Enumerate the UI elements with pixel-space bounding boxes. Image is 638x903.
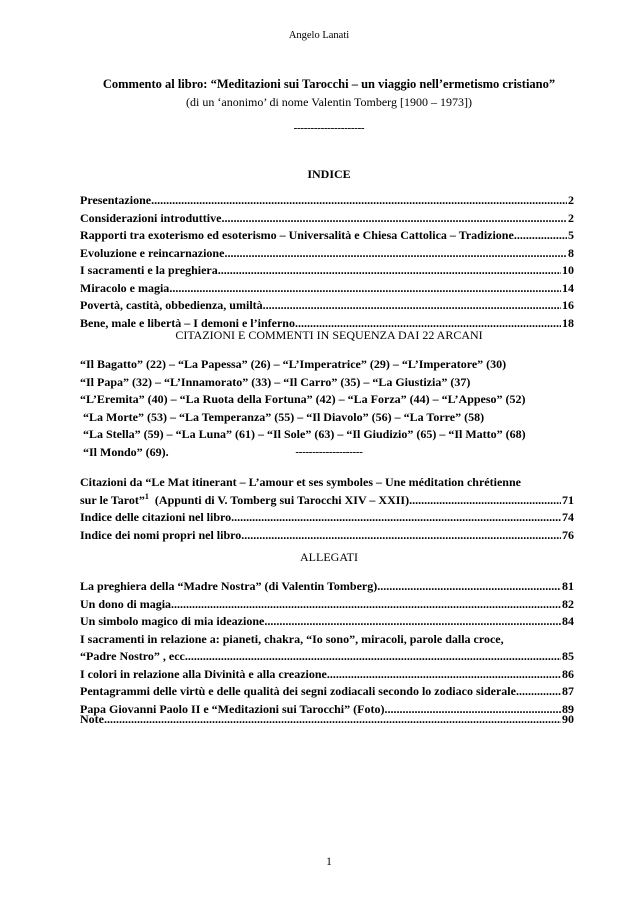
title-separator: ---------------------: [293, 122, 365, 134]
toc-entry[interactable]: I sacramenti e la preghiera ..... 10: [80, 262, 574, 280]
toc-entry[interactable]: Un simbolo magico di mia ideazione ..... 84: [80, 613, 574, 631]
toc-entry[interactable]: Presentazione ..... 2: [80, 192, 574, 210]
author-name: Angelo Lanati: [288, 30, 350, 41]
arcani-line: “La Morte” (53) – “La Temperanza” (55) – “Il Diavolo” (56) – “La Torre” (58): [80, 409, 485, 424]
note-list: [80, 711, 574, 729]
toc-entry[interactable]: La preghiera della “Madre Nostra” (di Valentin Tomberg) ..... 81: [80, 578, 574, 596]
toc-entry[interactable]: Rapporti tra exoterismo ed esoterismo – Universalità e Chiesa Cattolica – Tradizione ..... 5: [80, 227, 574, 245]
arcani-line: “La Stella” (59) – “La Luna” (61) – “Il Sole” (63) – “Il Giudizio” (65) – “Il Matto” (68): [80, 427, 526, 441]
allegati-heading: ALLEGATI: [300, 550, 358, 564]
toc-entry[interactable]: I colori in relazione alla Divinità e alla creazione ..... 86: [80, 666, 574, 684]
arcani-line: “Il Bagatto” (22) – “La Papessa” (26) – “L’Imperatrice” (29) – “L’Imperatore” (30): [80, 357, 507, 371]
toc-entry[interactable]: Indice delle citazioni nel libro ..... 74: [80, 509, 574, 527]
arcani-line: “Il Papa” (32) – “L’Innamorato” (33) – “Il Carro” (35) – “La Giustizia” (37): [80, 374, 471, 389]
toc-entry[interactable]: Miracolo e magia ..... 14: [80, 280, 574, 298]
arcani-line: “Il Mondo” (69).: [80, 444, 169, 459]
arcani-separator: --------------------: [295, 446, 363, 458]
toc-entry[interactable]: Povertà, castità, obbedienza, umiltà ..... 16: [80, 297, 574, 315]
toc-entry[interactable]: Considerazioni introduttive ..... 2: [80, 210, 574, 228]
citations-title-line: Citazioni da “Le Mat itinerant – L’amour et ses symboles – Une méditation chrétienne: [80, 475, 521, 489]
citations-list: [80, 474, 574, 544]
book-subtitle: (di un ‘anonimo’ di nome Valentin Tomberg [1900 – 1973]): [186, 95, 472, 109]
arcani-heading: CITAZIONI E COMMENTI IN SEQUENZA DAI 22 ARCANI: [175, 328, 483, 342]
toc-entry[interactable]: Un dono di magia ..... 82: [80, 596, 574, 614]
footnote-marker: 1: [144, 491, 149, 501]
toc-entry[interactable]: Indice dei nomi propri nel libro ..... 76: [80, 527, 574, 545]
toc-entry[interactable]: sur le Tarot”$^1$ (Appunti di V. Tomberg sui Tarocchi XIV – XXII) ..... 71: [80, 492, 574, 510]
toc-entry[interactable]: “Padre Nostro” , ecc ..... 85: [80, 648, 574, 666]
toc-entry[interactable]: Pentagrammi delle virtù e delle qualità dei segni zodiacali secondo lo zodiaco siderale ..... 87: [80, 683, 574, 701]
toc-entry[interactable]: Papa Giovanni Paolo II e “Meditazioni sui Tarocchi” (Foto) ..... 89: [80, 701, 574, 719]
toc-entry[interactable]: Evoluzione e reincarnazione ..... 8: [80, 245, 574, 263]
toc-entry[interactable]: Bene, male e libertà – I demoni e l’inferno ..... 18: [80, 315, 574, 333]
book-title: Commento al libro: “Meditazioni sui Tarocchi – un viaggio nell’ermetismo cristiano”: [102, 77, 556, 91]
allegati-list: [80, 578, 574, 718]
index-list: [80, 192, 574, 332]
arcani-line: “L’Eremita” (40) – “La Ruota della Fortuna” (42) – “La Forza” (44) – “L’Appeso” (52): [80, 392, 526, 406]
page-number: 1: [326, 856, 332, 868]
sacramenti-title-line: I sacramenti in relazione a: pianeti, chakra, “Io sono”, miracoli, parole dalla croce,: [80, 631, 504, 646]
toc-entry-note[interactable]: Note ..... 90: [80, 711, 574, 729]
index-heading: INDICE: [307, 167, 351, 181]
